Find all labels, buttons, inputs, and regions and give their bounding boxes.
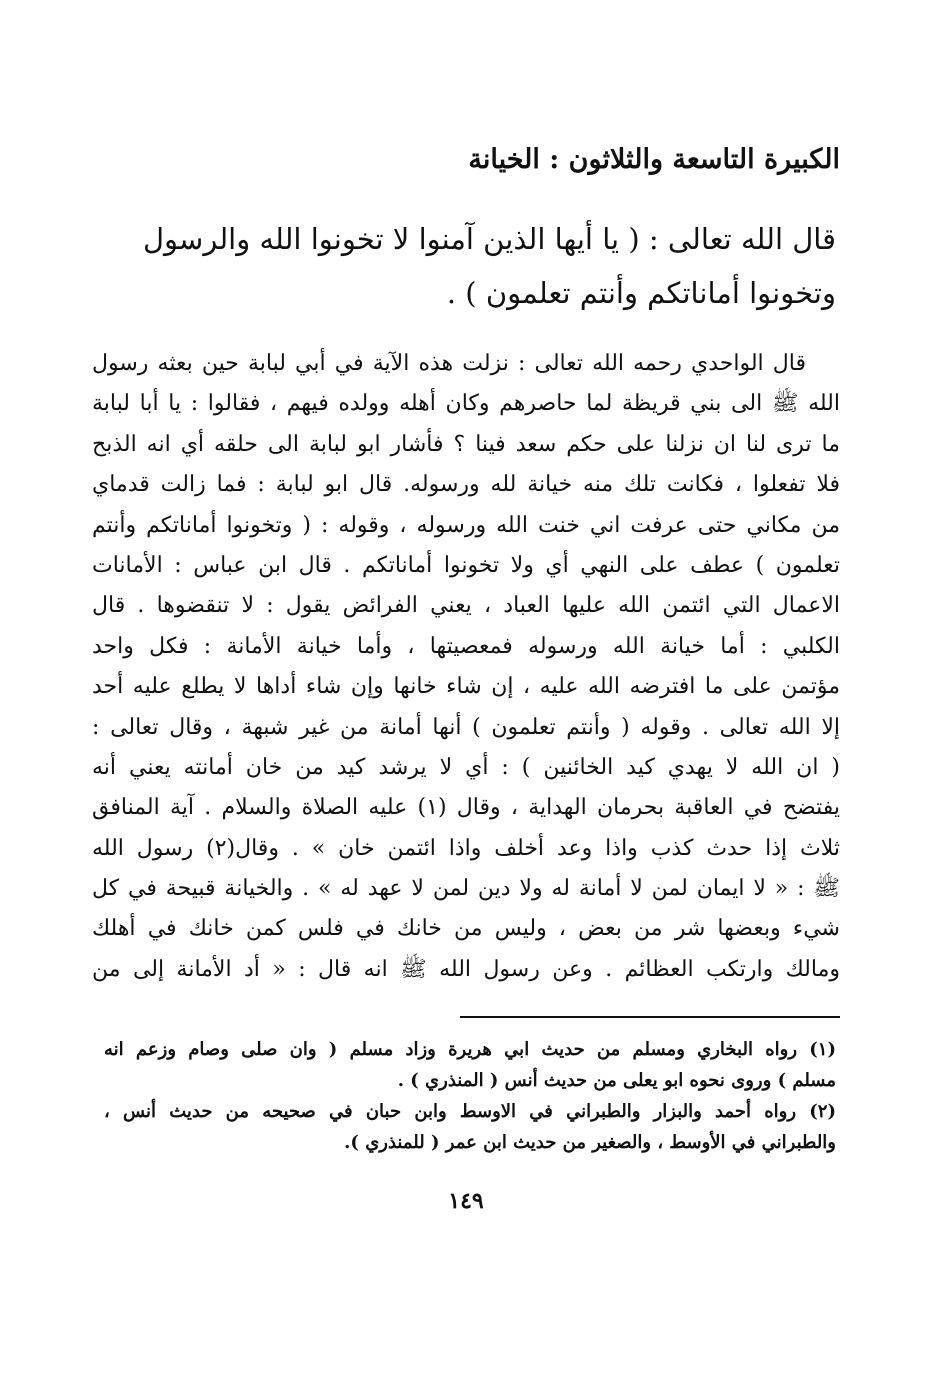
body-line: تعلمون ) عطف على النهي أي ولا تخونوا أماناتكم . قال ابن عباس : الأمانات (92, 552, 840, 578)
body-line: الله ﷺ الى بني قريظة لما حاصرهم وكان أهله وولده فيهم ، فقالوا : يا أبا لبابة (92, 391, 840, 417)
body-line: قال الواحدي رحمه الله تعالى : نزلت هذه الآية في أبي لبابة حين بعثه رسول (92, 351, 806, 376)
body-line: يفتضح في العاقبة بحرمان الهداية ، وقال (١) عليه الصلاة والسلام . آية المنافق (92, 795, 840, 821)
body-line: الكلبي : أما خيانة الله ورسوله فمعصيتها ، وأما خيانة الأمانة : فكل واحد (92, 633, 840, 659)
body-line: ما ترى لنا ان نزلنا على حكم سعد فينا ؟ فأشار ابو لبابة الى حلقه أي انه الذبح (92, 431, 840, 457)
footnote-line: (٢) رواه أحمد والبزار والطبراني في الاوسط وابن حبان في صحيحه من حديث أنس ، (104, 1101, 836, 1122)
body-line: ( ان الله لا يهدي كيد الخائنين ) : أي لا يرشد كيد من خان أمانته يعني أنه (92, 754, 840, 780)
body-line: ثلاث إذا حدث كذب واذا وعد أخلف واذا ائتمن خان » . وقال(٢) رسول الله (92, 835, 840, 861)
footnotes (104, 1034, 836, 1158)
verse-line: قال الله تعالى : ( يا أيها الذين آمنوا لا تخونوا الله والرسول (142, 222, 836, 256)
body-line: إلا الله تعالى . وقوله ( وأنتم تعلمون ) أنها أمانة من غير شبهة ، وقال تعالى : (92, 714, 840, 740)
footnote-line: مسلم ) وروى نحوه ابو يعلى من حديث أنس ( المنذري ) . (397, 1070, 836, 1091)
footnote-line: والطبراني في الأوسط ، والصغير من حديث ابن عمر ( للمنذري ). (344, 1132, 836, 1153)
footnote-divider (460, 1016, 840, 1018)
quran-verse (112, 212, 836, 320)
chapter-title: الكبيرة التاسعة والثلاثون : الخيانة (468, 144, 840, 175)
body-paragraph (92, 344, 840, 990)
body-line: الاعمال التي ائتمن الله عليها العباد ، يعني الفرائض يقول : لا تنقضوها . قال (92, 593, 840, 619)
verse-line: وتخونوا أماناتكم وأنتم تعلمون ) . (446, 276, 836, 310)
body-line: ومالك وارتكب العظائم . وعن رسول الله ﷺ انه قال : « أد الأمانة إلى من (92, 956, 840, 982)
body-line: فلا تفعلوا ، فكانت تلك منه خيانة لله ورسوله. قال ابو لبابة : فما زالت قدماي (92, 472, 840, 498)
body-line: مؤتمن على ما افترضه الله عليه ، إن شاء خانها وإن شاء أداها لا يطلع عليه أحد (92, 674, 840, 700)
page-number: ١٤٩ (448, 1188, 484, 1214)
footnote-line: (١) رواه البخاري ومسلم من حديث ابي هريرة وزاد مسلم ( وان صلى وصام وزعم انه (104, 1039, 836, 1060)
body-line: ﷺ : « لا ايمان لمن لا أمانة له ولا دين لمن لا عهد له » . والخيانة قبيحة في كل (92, 876, 840, 902)
body-line: من مكاني حتى عرفت اني خنت الله ورسوله ، وقوله : ( وتخونوا أماناتكم وأنتم (92, 512, 840, 538)
body-line: شيء وبعضها شر من بعض ، وليس من خانك في فلس كمن خانك في أهلك (92, 916, 840, 942)
